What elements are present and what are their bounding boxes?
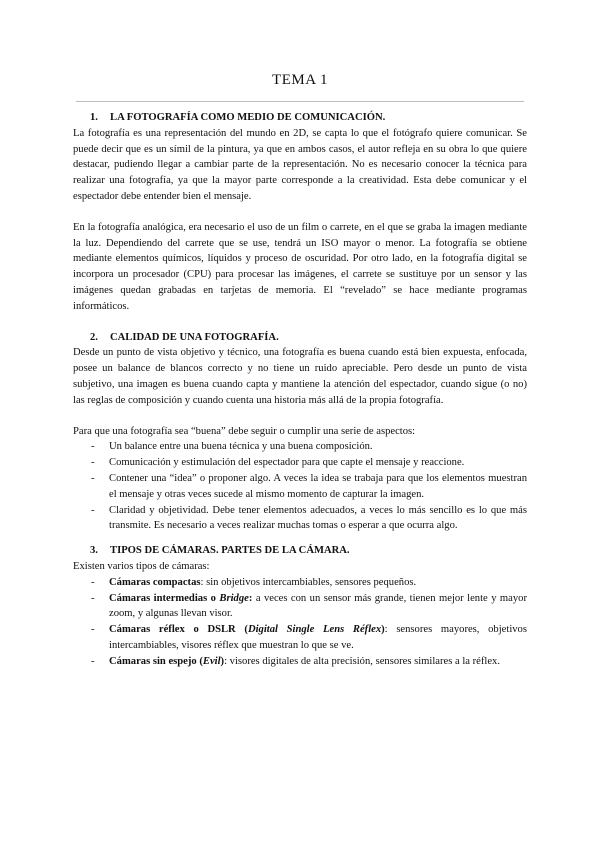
- list-item: - Contener una “idea” o proponer algo. A veces la idea se trabaja para que los elementos muestran el mensaje y otras veces sucede al mismo momento de capturar la imagen.: [91, 472, 527, 500]
- camera-type-name: Cámaras compactas: [109, 576, 201, 588]
- section-1-heading: [73, 110, 527, 126]
- paragraph: Para que una fotografía sea “buena” debe seguir o cumplir una serie de aspectos:: [73, 425, 416, 437]
- camera-type-desc: visores digitales de alta precisión, sensores similares a la réflex.: [229, 655, 501, 667]
- section-1-number: 1.: [90, 112, 98, 123]
- section-2-title: CALIDAD DE UNA FOTOGRAFÍA.: [110, 331, 279, 343]
- section-1-title: LA FOTOGRAFÍA COMO MEDIO DE COMUNICACIÓN.: [110, 112, 386, 123]
- camera-types-list: [73, 575, 527, 670]
- quality-aspects-list: [73, 439, 527, 534]
- list-item: - Cámaras réflex o DSLR (Digital Single Lens Réflex): sensores mayores, objetivos intercambiables, visores réflex que muestran lo que se ve.: [91, 624, 527, 651]
- camera-type-alt-name: Bridge: [219, 592, 249, 604]
- camera-type-desc: sin objetivos intercambiables, sensores pequeños.: [206, 576, 417, 588]
- paragraph: La fotografía es una representación del mundo en 2D, se capta lo que el fotógrafo quiere comunicar. Se puede decir que es un símil de la pintura, ya que en ambos casos, el autor refleja en su obra lo que quiere destacar, pudiendo llegar a cambiar parte de la representación. No es necesario conocer la técnica para realizar una fotografía, ya que la mayor parte corresponde a la creatividad. Esta debe comunicar y el espectador debe entender bien el mensaje.: [73, 127, 527, 202]
- camera-type-desc: a veces con un sensor más grande, tienen mejor lente y mayor zoom, y algunas llevan visor.: [109, 592, 527, 620]
- section-3-number: 3.: [90, 545, 98, 557]
- section-2-heading: [73, 330, 527, 346]
- section-3-intro: Existen varios tipos de cámaras:: [73, 560, 210, 572]
- paragraph: En la fotografía analógica, era necesario el uso de un film o carrete, en el que se graba la imagen mediante la luz. Dependiendo del carrete que se use, tendrá un ISO mayor o menor. La fotografía se obtiene mediante elementos químicos, líquidos y proceso de oscuridad. Por otro lado, en la fotografía digital se incorpora un procesador (CPU) para procesar las imágenes, el carrete se sustituye por un sensor y las imágenes quedan grabadas en tarjetas de memoria. El “revelado” se hace mediante programas informáticos.: [73, 221, 527, 312]
- document-body: [73, 110, 527, 670]
- camera-type-name: Cámaras sin espejo (: [109, 655, 203, 667]
- camera-type-desc: sensores mayores, objetivos intercambiables, visores réflex que muestran lo que se ve.: [109, 624, 527, 651]
- list-item: - Cámaras compactas: sin objetivos intercambiables, sensores pequeños.: [91, 576, 417, 588]
- list-item: - Cámaras intermedias o Bridge: a veces con un sensor más grande, tienen mejor lente y mayor zoom, y algunas llevan visor.: [91, 592, 527, 620]
- list-item-text: Contener una “idea” o proponer algo. A veces la idea se trabaja para que los elementos muestran el mensaje y otras veces sucede al mismo momento de capturar la imagen.: [109, 472, 527, 500]
- camera-type-alt-name: Evil: [202, 655, 221, 667]
- paragraph: Desde un punto de vista objetivo y técnico, una fotografía es buena cuando está bien expuesta, enfocada, posee un balance de blancos correcto y no tiene un ruido apreciable. Pero desde un punto de vista subjetivo, una imagen es buena cuando capta y mantiene la atención del espectador, cuando sigue (o no) las reglas de composición y cuando cuenta una historia más allá de la propia fotografía.: [73, 347, 527, 406]
- section-3-title: TIPOS DE CÁMARAS. PARTES DE LA CÁMARA.: [110, 545, 350, 557]
- list-item-text: Comunicación y estimulación del espectador para que capte el mensaje y reaccione.: [109, 457, 465, 469]
- list-item: - Claridad y objetividad. Debe tener elementos adecuados, a veces lo más sencillo es lo que más transmite. Es necesario a veces realizar muchas tomas o esperar a que ocurra algo.: [91, 504, 527, 532]
- list-item-text: Claridad y objetividad. Debe tener elementos adecuados, a veces lo más sencillo es lo que más transmite. Es necesario a veces realizar muchas tomas o esperar a que ocurra algo.: [109, 504, 527, 532]
- camera-type-alt-name: Digital Single Lens Réflex: [247, 624, 382, 636]
- camera-type-name: Cámaras réflex o DSLR (: [109, 624, 248, 636]
- title-divider: [76, 101, 524, 102]
- list-item: - Comunicación y estimulación del espectador para que capte el mensaje y reaccione.: [91, 457, 465, 469]
- section-3-heading: [73, 543, 527, 559]
- list-item: - Cámaras sin espejo (Evil): visores digitales de alta precisión, sensores similares a la réflex.: [91, 655, 501, 667]
- page-title: TEMA 1: [272, 72, 328, 88]
- list-item-text: Un balance entre una buena técnica y una buena composición.: [109, 441, 373, 453]
- section-2-number: 2.: [90, 331, 98, 343]
- camera-type-name: Cámaras intermedias o: [109, 592, 220, 604]
- list-item: - Un balance entre una buena técnica y una buena composición.: [91, 441, 373, 453]
